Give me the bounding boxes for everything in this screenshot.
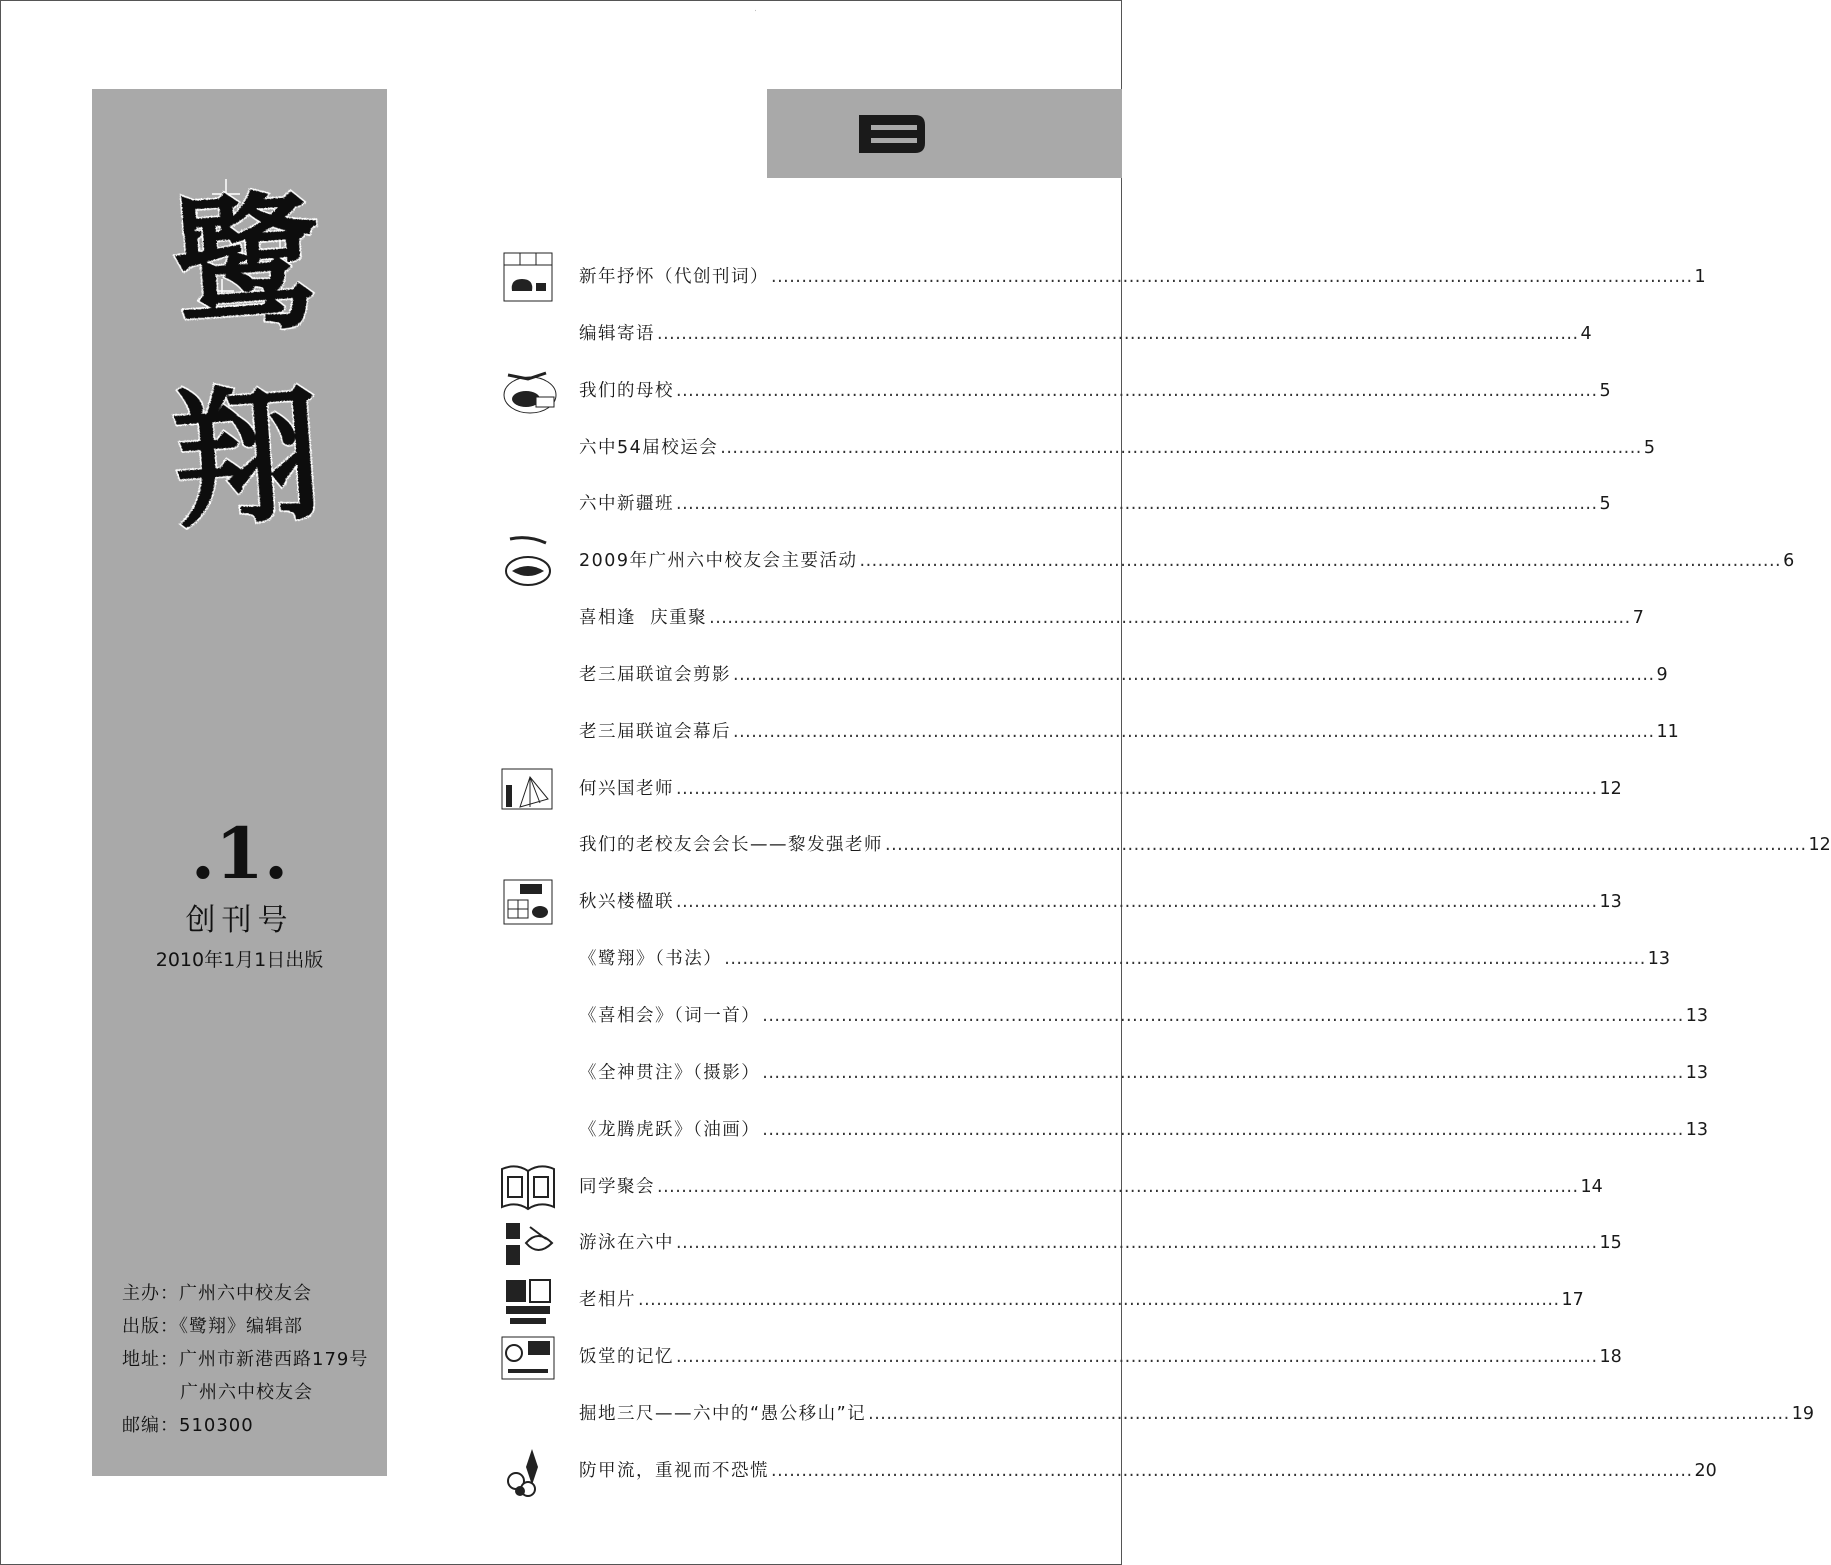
toc-entry-line bbox=[579, 1173, 1603, 1198]
toc-entry-page: 19 bbox=[1791, 1403, 1814, 1424]
table-of-contents bbox=[500, 249, 1831, 1500]
teapot-column-icon bbox=[500, 251, 556, 303]
toc-entry-line bbox=[579, 1457, 1717, 1482]
publisher-info bbox=[122, 1277, 368, 1442]
toc-entry-page: 13 bbox=[1599, 892, 1622, 913]
toc-entry-line bbox=[579, 1002, 1709, 1027]
toc-entry[interactable] bbox=[500, 476, 1611, 533]
toc-entry-line bbox=[579, 434, 1655, 459]
toc-entry[interactable] bbox=[500, 306, 1592, 363]
dot-leader bbox=[733, 665, 1655, 685]
dot-leader bbox=[657, 1177, 1579, 1197]
toc-entry-title: 六中新疆班 bbox=[579, 494, 674, 515]
dot-leader bbox=[676, 381, 1598, 401]
toc-entry-title: 《喜相会》（词一首） bbox=[579, 1005, 761, 1026]
toc-entry-line bbox=[579, 1059, 1709, 1084]
svg-text:目: 目 bbox=[755, 11, 756, 12]
toc-entry-title: 老三届联谊会幕后 bbox=[579, 721, 731, 742]
toc-entry[interactable] bbox=[500, 590, 1644, 647]
toc-entry-page: 13 bbox=[1647, 949, 1671, 970]
toc-entry-page: 14 bbox=[1580, 1176, 1603, 1197]
toc-entry[interactable] bbox=[500, 1045, 1709, 1102]
toc-entry-title: 《龙腾虎跃》（油画） bbox=[579, 1119, 761, 1140]
dot-leader bbox=[676, 494, 1598, 514]
toc-entry-line bbox=[579, 547, 1795, 572]
toc-entry-title: 掘地三尺——六中的“愚公移山”记 bbox=[579, 1403, 867, 1424]
toc-entry[interactable] bbox=[500, 1386, 1814, 1443]
toc-entry[interactable] bbox=[500, 931, 1671, 988]
toc-entry-page: 17 bbox=[1561, 1290, 1584, 1311]
school-memory-icon bbox=[500, 365, 556, 417]
toc-entry-page: 13 bbox=[1685, 1005, 1709, 1026]
toc-entry-title: 防甲流，重视而不恐慌 bbox=[579, 1460, 769, 1481]
dot-leader bbox=[724, 949, 1646, 969]
swimming-fish-icon bbox=[500, 1217, 556, 1269]
info-row-postcode: 邮编：510300 bbox=[122, 1415, 254, 1436]
toc-entry-line bbox=[579, 1286, 1584, 1311]
artwork-column-icon bbox=[500, 876, 556, 928]
toc-entry-page: 18 bbox=[1599, 1347, 1622, 1368]
issue-name: 创刊号 bbox=[185, 903, 294, 938]
toc-entry[interactable] bbox=[500, 761, 1622, 818]
toc-entry-line bbox=[579, 661, 1668, 686]
dot-leader bbox=[733, 722, 1655, 742]
dot-leader bbox=[709, 608, 1631, 628]
toc-entry-page: 1 bbox=[1694, 267, 1706, 287]
toc-entry-page: 9 bbox=[1656, 664, 1668, 685]
toc-entry-line bbox=[579, 775, 1622, 800]
toc-entry-line bbox=[579, 604, 1644, 629]
health-tips-icon bbox=[500, 1445, 556, 1497]
toc-entry-title: 老相片 bbox=[579, 1290, 636, 1311]
handshake-icon bbox=[500, 535, 556, 587]
toc-entry-title: 我们的老校友会会长——黎发强老师 bbox=[579, 835, 883, 856]
toc-entry[interactable] bbox=[500, 1215, 1622, 1272]
dot-leader bbox=[868, 1404, 1790, 1424]
toc-entry-line bbox=[579, 831, 1831, 856]
toc-entry-line bbox=[579, 945, 1671, 970]
old-photos-icon bbox=[500, 1274, 556, 1326]
toc-entry[interactable] bbox=[500, 1272, 1584, 1329]
toc-entry-page: 11 bbox=[1656, 721, 1679, 742]
toc-entry-line bbox=[579, 1116, 1709, 1141]
toc-entry-page: 4 bbox=[1580, 323, 1592, 344]
dot-leader bbox=[638, 1290, 1560, 1310]
toc-entry-title: 《全神贯注》（摄影） bbox=[579, 1062, 761, 1083]
contents-header-tab bbox=[755, 11, 1122, 178]
toc-entry-title: 游泳在六中 bbox=[579, 1233, 674, 1254]
toc-entry-line bbox=[579, 718, 1679, 743]
toc-entry-page: 5 bbox=[1643, 437, 1655, 458]
toc-entry-line bbox=[579, 377, 1611, 402]
toc-entry-page: 13 bbox=[1685, 1062, 1709, 1083]
toc-entry-page: 13 bbox=[1685, 1119, 1709, 1140]
toc-entry[interactable] bbox=[500, 420, 1655, 477]
toc-entry-title: 秋兴楼楹联 bbox=[579, 892, 674, 913]
dot-leader bbox=[762, 1063, 1684, 1083]
toc-entry[interactable] bbox=[500, 1159, 1603, 1216]
toc-entry[interactable] bbox=[500, 704, 1679, 761]
toc-entry-page: 12 bbox=[1599, 778, 1622, 799]
dot-leader bbox=[771, 1461, 1693, 1481]
info-row-address-line2: 广州六中校友会 bbox=[180, 1382, 313, 1403]
issue-number: .1. bbox=[190, 812, 289, 895]
toc-entry[interactable] bbox=[500, 1329, 1622, 1386]
toc-entry-page: 7 bbox=[1632, 608, 1644, 629]
toc-entry-title: 《鹭翔》（书法） bbox=[579, 949, 723, 970]
toc-entry[interactable] bbox=[500, 1443, 1717, 1500]
dot-leader bbox=[762, 1120, 1684, 1140]
magazine-title-calligraphy bbox=[162, 169, 342, 549]
dot-leader bbox=[657, 324, 1579, 344]
issue-block bbox=[92, 812, 387, 972]
dot-leader bbox=[676, 779, 1598, 799]
toc-entry-line bbox=[579, 888, 1622, 913]
teacher-fan-icon bbox=[500, 763, 556, 815]
dot-leader bbox=[676, 1347, 1598, 1367]
reading-book-icon bbox=[500, 1161, 556, 1213]
toc-entry-page: 5 bbox=[1599, 380, 1611, 401]
toc-entry-page: 5 bbox=[1599, 494, 1611, 515]
toc-entry-line bbox=[579, 263, 1706, 288]
toc-entry-page: 20 bbox=[1694, 1460, 1717, 1481]
toc-entry-line bbox=[579, 320, 1592, 345]
toc-entry[interactable] bbox=[500, 363, 1611, 420]
toc-entry-line bbox=[579, 1229, 1622, 1254]
toc-entry[interactable] bbox=[500, 988, 1709, 1045]
dot-leader bbox=[885, 835, 1807, 855]
info-row-publisher: 出版：《鹭翔》编辑部 bbox=[122, 1316, 303, 1337]
toc-entry-page: 15 bbox=[1599, 1233, 1622, 1254]
info-row-address: 地址：广州市新港西路179号 bbox=[122, 1349, 369, 1370]
canteen-icon bbox=[500, 1331, 556, 1383]
toc-entry-title: 老三届联谊会剪影 bbox=[579, 664, 731, 685]
toc-entry-title: 新年抒怀（代创刊词） bbox=[579, 267, 769, 287]
dot-leader bbox=[676, 1233, 1598, 1253]
toc-entry-title: 何兴国老师 bbox=[579, 778, 674, 799]
title-char-lu: 鹭 bbox=[167, 181, 327, 355]
toc-entry-page: 6 bbox=[1783, 551, 1795, 572]
toc-entry-title: 编辑寄语 bbox=[579, 323, 655, 344]
dot-leader bbox=[720, 438, 1642, 458]
toc-entry-line bbox=[579, 1400, 1814, 1425]
toc-entry[interactable] bbox=[500, 874, 1622, 931]
cover-sidebar bbox=[92, 89, 387, 1476]
toc-entry-line bbox=[579, 490, 1611, 515]
dot-leader bbox=[860, 551, 1782, 571]
issue-date: 2010年1月1日出版 bbox=[155, 949, 324, 971]
toc-entry-title: 我们的母校 bbox=[579, 380, 674, 401]
info-row-sponsor: 主办：广州六中校友会 bbox=[122, 1283, 312, 1304]
toc-entry-title: 喜相逢 庆重聚 bbox=[579, 608, 708, 629]
toc-entry-page: 12 bbox=[1808, 835, 1831, 856]
dot-leader bbox=[762, 1006, 1684, 1026]
toc-entry-title: 同学聚会 bbox=[579, 1176, 655, 1197]
dot-leader bbox=[771, 267, 1693, 287]
toc-entry[interactable] bbox=[500, 647, 1668, 704]
toc-entry[interactable] bbox=[500, 817, 1831, 874]
contents-heading-glyph bbox=[755, 11, 929, 157]
toc-entry-title: 饭堂的记忆 bbox=[579, 1347, 674, 1368]
toc-entry-title: 六中54届校运会 bbox=[579, 437, 719, 458]
toc-entry[interactable] bbox=[500, 249, 1706, 306]
dot-leader bbox=[676, 892, 1598, 912]
toc-entry[interactable] bbox=[500, 533, 1795, 590]
title-char-xiang: 翔 bbox=[167, 373, 327, 547]
toc-entry-title: 2009年广州六中校友会主要活动 bbox=[579, 551, 858, 572]
toc-entry-line bbox=[579, 1343, 1622, 1368]
toc-entry[interactable] bbox=[500, 1102, 1709, 1159]
